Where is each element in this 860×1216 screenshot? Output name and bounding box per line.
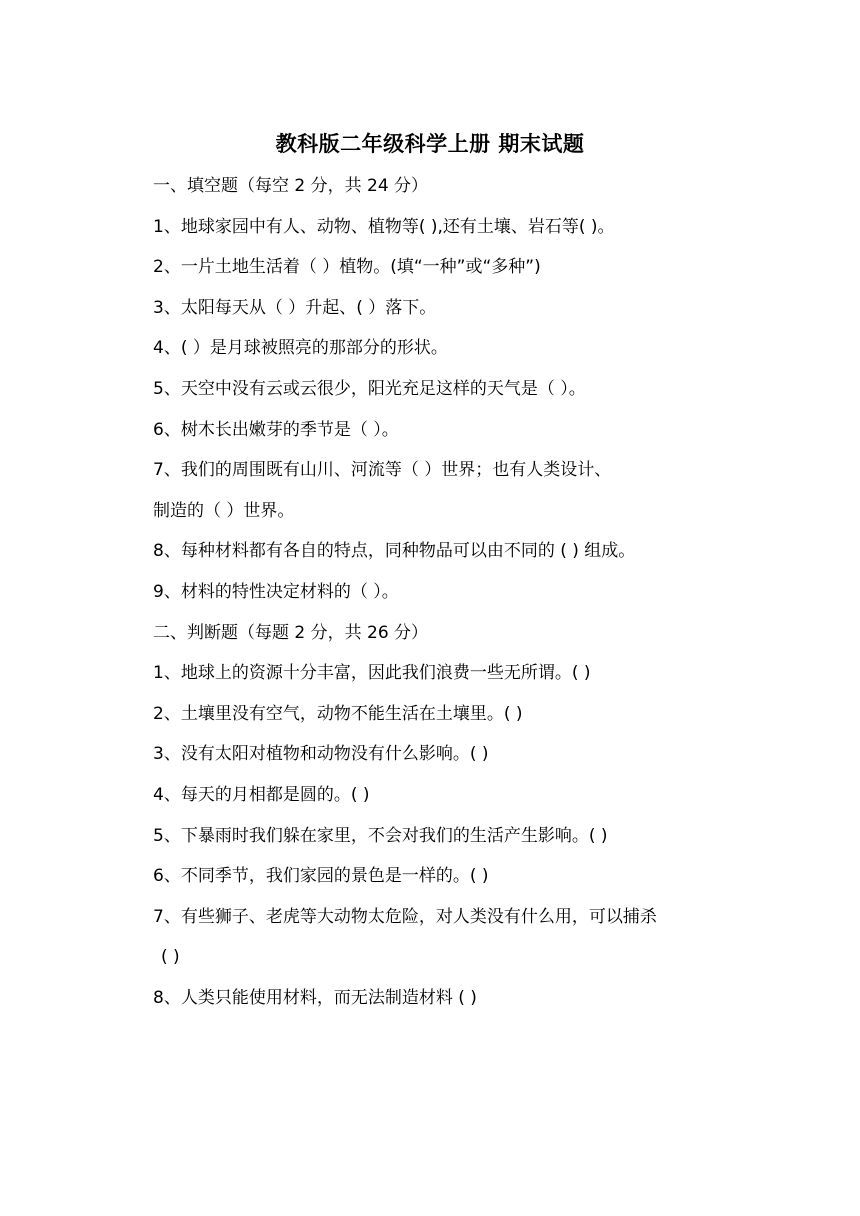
question-judge-2: 2、土壤里没有空气，动物不能生活在土壤里。( ) xyxy=(153,703,523,724)
question-judge-7: 7、有些狮子、老虎等大动物太危险，对人类没有什么用，可以捕杀 xyxy=(153,906,657,927)
question-judge-5: 5、下暴雨时我们躲在家里，不会对我们的生活产生影响。( ) xyxy=(153,825,608,846)
question-fill-4: 4、( ）是月球被照亮的那部分的形状。 xyxy=(153,338,448,359)
question-judge-3: 3、没有太阳对植物和动物没有什么影响。( ) xyxy=(153,744,489,765)
question-judge-6: 6、不同季节，我们家园的景色是一样的。( ) xyxy=(153,866,489,887)
question-fill-9: 9、材料的特性决定材料的（ ）。 xyxy=(153,581,399,602)
question-judge-1: 1、地球上的资源十分丰富，因此我们浪费一些无所谓。( ) xyxy=(153,663,591,684)
section-heading-fill-in: 一、填空题（每空 2 分，共 24 分） xyxy=(153,176,429,196)
question-judge-7-continued: ( ) xyxy=(161,947,180,968)
question-fill-3: 3、太阳每天从（ ）升起、( ）落下。 xyxy=(153,297,437,318)
question-judge-8: 8、人类只能使用材料，而无法制造材料 ( ) xyxy=(153,987,477,1008)
question-fill-7-continued: 制造的（ ）世界。 xyxy=(153,500,295,521)
question-fill-1: 1、地球家园中有人、动物、植物等( ),还有土壤、岩石等( )。 xyxy=(153,216,615,237)
question-fill-5: 5、天空中没有云或云很少，阳光充足这样的天气是（ ）。 xyxy=(153,378,586,399)
question-fill-7: 7、我们的周围既有山川、河流等（ ）世界；也有人类设计、 xyxy=(153,460,612,481)
page-title: 教科版二年级科学上册 期末试题 xyxy=(275,132,585,156)
exam-content xyxy=(153,166,713,1018)
question-judge-4: 4、每天的月相都是圆的。( ) xyxy=(153,784,370,805)
question-fill-2: 2、一片土地生活着（ ）植物。(填“一种”或“多种”) xyxy=(153,257,541,278)
question-fill-6: 6、树木长出嫩芽的季节是（ ）。 xyxy=(153,419,399,440)
section-heading-true-false: 二、判断题（每题 2 分，共 26 分） xyxy=(153,622,429,643)
question-fill-8: 8、每种材料都有各自的特点，同种物品可以由不同的 ( ) 组成。 xyxy=(153,541,636,562)
